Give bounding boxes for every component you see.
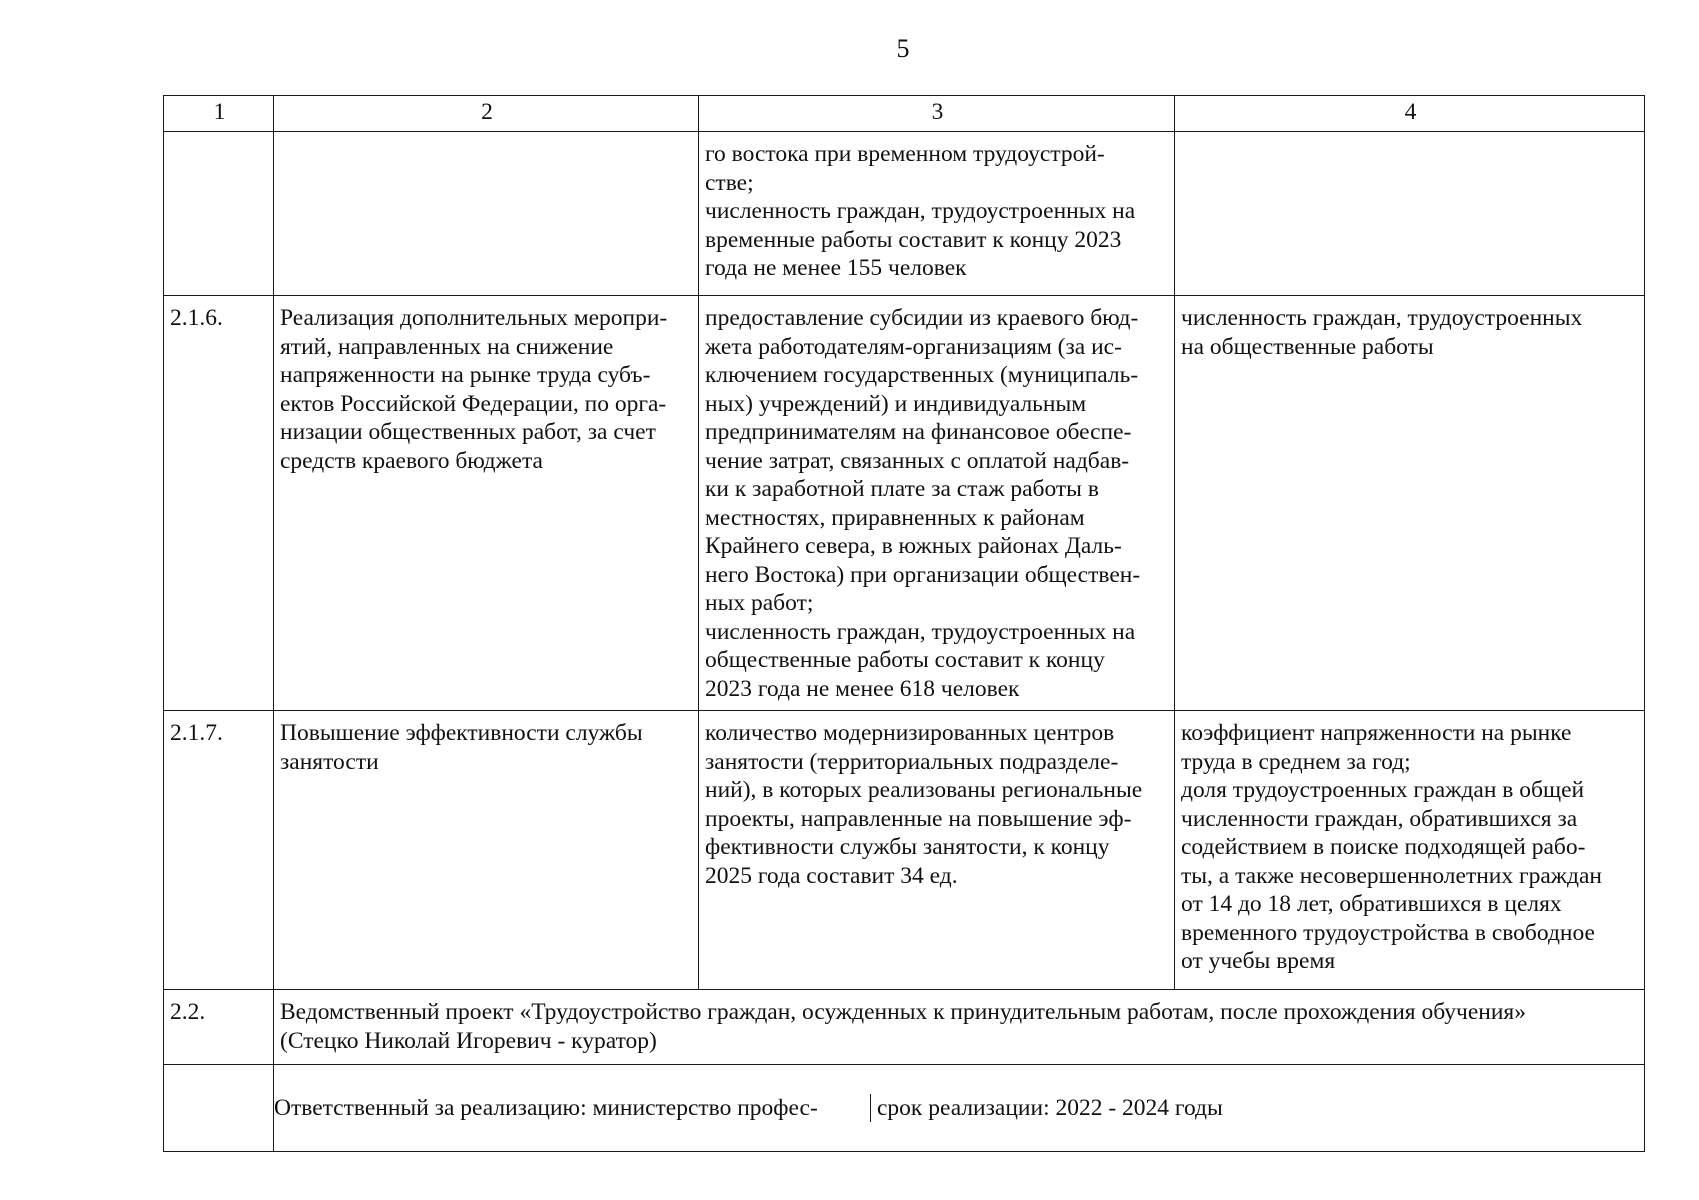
indicators-cell: предоставление субсидии из краевого бюд- жета работодателям-организациям (за ис- ключением государственных (муниципаль- ных) учреждений) и индивидуальным предпринимателям на финансовое обеспе- чение затрат, связанных с оплатой надбав- ки к заработной плате за стаж работы в местностях, приравненных к районам Крайнего севера, в южных районах Даль- него Востока) при организации обществен- ных работ; численность граждан, трудоустроенных на общественные работы составит к концу 2023 года не менее 618 человек	[699, 296, 1175, 711]
project-details-subtable	[274, 1094, 1644, 1123]
project-row	[164, 990, 1645, 1065]
project-details-cell	[274, 1065, 1645, 1152]
column-header-4: 4	[1175, 96, 1645, 132]
measure-name-cell	[274, 132, 699, 296]
period-text: срок реализации: 2022 - 2024 годы	[877, 1094, 1223, 1121]
row-number-cell	[164, 132, 274, 296]
row-number-cell: 2.1.6.	[164, 296, 274, 711]
page-number: 5	[896, 34, 910, 63]
row-number-cell: 2.1.7.	[164, 711, 274, 990]
results-cell: коэффициент напряженности на рынке труда в среднем за год; доля трудоустроенных граждан в общей численности граждан, обратившихся за содействием в поиске подходящей рабо- ты, а также несовершеннолетних граждан от 14 до 18 лет, обратившихся в целях временного трудоустройства в свободное от учебы время	[1175, 711, 1645, 990]
empty-cell	[164, 1065, 274, 1152]
indicators-cell: го востока при временном трудоустрой- стве; численность граждан, трудоустроенных на временные работы составит к концу 2023 года не менее 155 человек	[699, 132, 1175, 296]
results-cell	[1175, 132, 1645, 296]
column-header-1: 1	[164, 96, 274, 132]
table-row	[164, 711, 1645, 990]
column-header-2: 2	[274, 96, 699, 132]
column-header-3: 3	[699, 96, 1175, 132]
measure-name-cell: Реализация дополнительных меропри- ятий, направленных на снижение напряженности на рынке труда субъ- ектов Российской Федерации, по орга- низации общественных работ, за счет средств краевого бюджета	[274, 296, 699, 711]
indicators-cell: количество модернизированных центров занятости (территориальных подразделе- ний), в которых реализованы региональные проекты, направленные на повышение эф- фективности службы занятости, к концу 2025 года составит 34 ед.	[699, 711, 1175, 990]
measure-name-cell: Повышение эффективности службы занятости	[274, 711, 699, 990]
table-row	[164, 296, 1645, 711]
table-header-row	[164, 96, 1645, 132]
project-number-cell: 2.2.	[164, 990, 274, 1065]
project-title-cell: Ведомственный проект «Трудоустройство граждан, осужденных к принудительным работам, после прохождения обучения» (Стецко Николай Игоревич - куратор)	[274, 990, 1645, 1065]
results-cell: численность граждан, трудоустроенных на общественные работы	[1175, 296, 1645, 711]
table-row	[164, 132, 1645, 296]
responsible-text: Ответственный за реализацию: министерство профес-	[274, 1094, 871, 1123]
project-details-row	[164, 1065, 1645, 1152]
program-table	[163, 95, 1645, 1152]
